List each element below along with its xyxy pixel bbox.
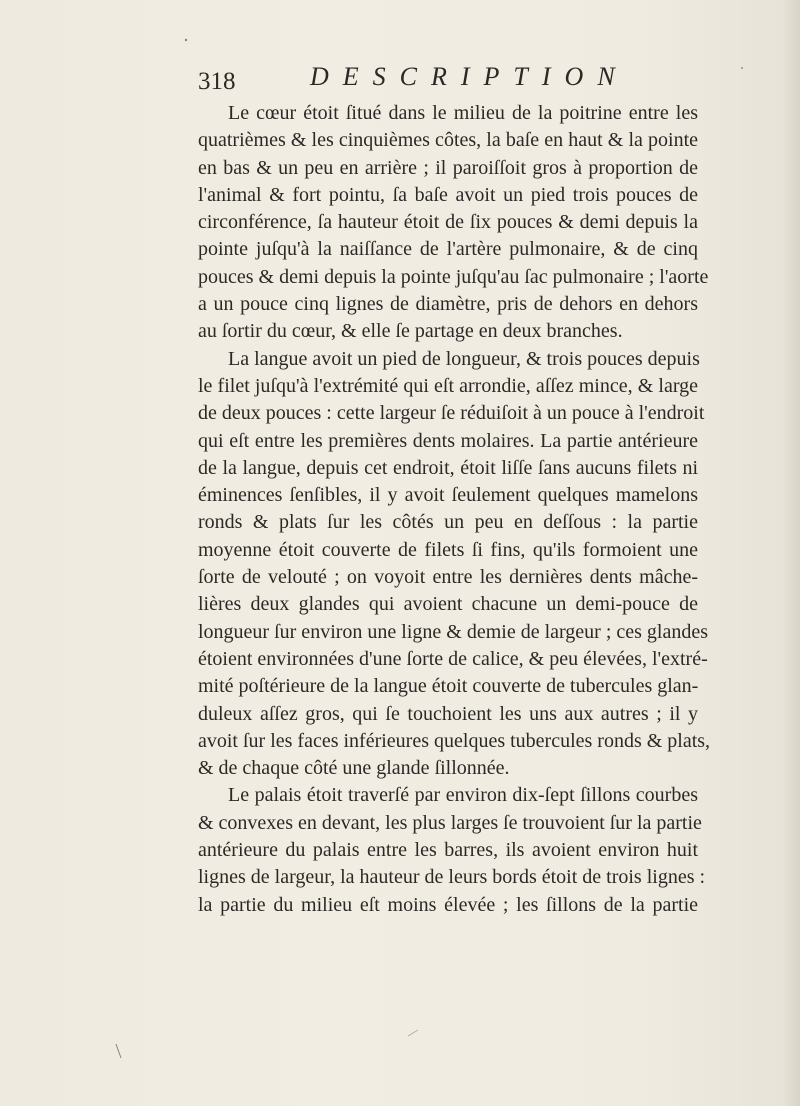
text-line: Le palais étoit traverſé par environ dix-ſept ſillons courbes xyxy=(228,784,698,807)
text-line: au ſortir du cœur, & elle ſe partage en deux branches. xyxy=(198,320,623,343)
text-line: lières deux glandes qui avoient chacune un demi-pouce de xyxy=(198,593,698,616)
text-line: & de chaque côté une glande ſillonnée. xyxy=(198,757,510,780)
running-title: DESCRIPTION xyxy=(310,62,629,91)
text-line: en bas & un peu en arrière ; il paroiſſoit gros à proportion de xyxy=(198,156,698,179)
page-header xyxy=(198,62,718,102)
text-line: ronds & plats ſur les côtés un peu en deſſous : la partie xyxy=(198,511,698,534)
text-line: antérieure du palais entre les barres, ils avoient environ huit xyxy=(198,839,698,862)
text-line: la partie du milieu eſt moins élevée ; les ſillons de la partie xyxy=(198,893,698,916)
text-line: étoient environnées d'une ſorte de calice, & peu élevées, l'extré- xyxy=(198,647,708,670)
paragraph-tongue xyxy=(198,346,711,783)
text-line: ſorte de velouté ; on voyoit entre les dernières dents mâche- xyxy=(198,566,698,589)
text-line: circonférence, ſa hauteur étoit de ſix pouces & demi depuis la xyxy=(198,211,698,234)
page-number: 318 xyxy=(198,68,236,95)
text-line: pouces & demi depuis la pointe juſqu'au ſac pulmonaire ; l'aorte xyxy=(198,265,709,288)
text-line: Le cœur étoit ſitué dans le milieu de la poitrine entre les xyxy=(228,102,698,124)
text-line: qui eſt entre les premières dents molaires. La partie antérieure xyxy=(198,429,698,452)
page-edge-shadow xyxy=(782,0,800,1106)
paragraph-heart xyxy=(198,100,709,346)
text-line: pointe juſqu'à la naiſſance de l'artère pulmonaire, & de cinq xyxy=(198,238,698,261)
paragraph-palate xyxy=(198,782,706,918)
text-line: éminences ſenſibles, il y avoit ſeulement quelques mamelons xyxy=(198,484,698,507)
body-text xyxy=(198,100,711,919)
text-line: mité poſtérieure de la langue étoit couverte de tubercules glan- xyxy=(198,675,699,698)
text-line: moyenne étoit couverte de filets ſi fins, qu'ils formoient une xyxy=(198,538,698,561)
text-line: longueur ſur environ une ligne & demie de largeur ; ces glandes xyxy=(198,620,709,643)
text-line: quatrièmes & les cinquièmes côtes, la baſe en haut & la pointe xyxy=(198,129,698,152)
text-line: & convexes en devant, les plus larges ſe trouvoient ſur la partie xyxy=(198,811,702,834)
text-line: duleux aſſez gros, qui ſe touchoient les uns aux autres ; il y xyxy=(198,702,698,725)
text-line: La langue avoit un pied de longueur, & trois pouces depuis xyxy=(228,347,700,370)
text-line: de la langue, depuis cet endroit, étoit liſſe ſans aucuns filets ni xyxy=(198,456,698,479)
text-line: le filet juſqu'à l'extrémité qui eſt arrondie, aſſez mince, & large xyxy=(198,374,698,397)
text-line: de deux pouces : cette largeur ſe réduiſoit à un pouce à l'endroit xyxy=(198,402,705,425)
text-line: lignes de largeur, la hauteur de leurs bords étoit de trois lignes : xyxy=(198,866,706,889)
text-line: l'animal & fort pointu, ſa baſe avoit un pied trois pouces de xyxy=(198,183,698,206)
text-line: avoit ſur les faces inférieures quelques tubercules ronds & plats, xyxy=(198,729,711,752)
text-line: a un pouce cinq lignes de diamètre, pris de dehors en dehors xyxy=(198,293,698,316)
